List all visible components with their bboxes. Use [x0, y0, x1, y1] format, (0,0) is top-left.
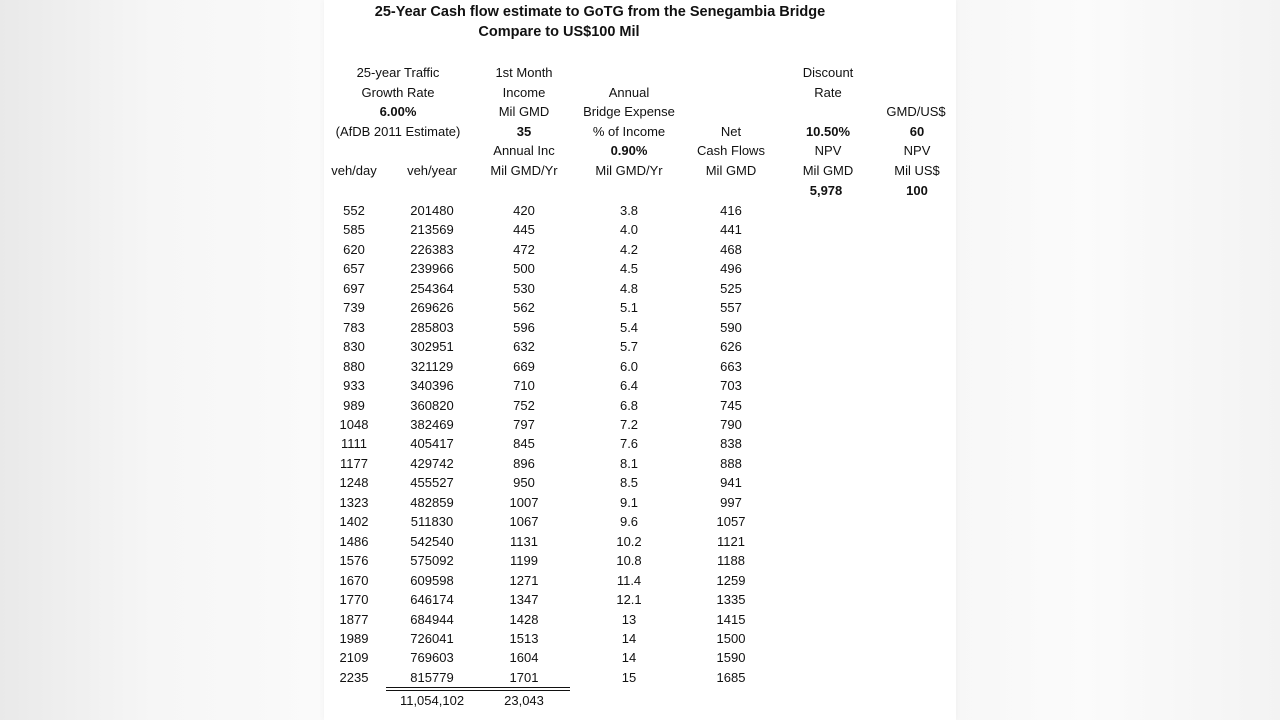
cell-bridge-expense: 9.6 — [619, 514, 639, 530]
cell-veh-year: 360820 — [410, 397, 454, 413]
cell-bridge-expense: 5.4 — [619, 319, 639, 335]
total-rule-top — [386, 687, 570, 688]
document-page — [324, 0, 956, 720]
unit-veh-year: veh/year — [407, 163, 457, 178]
title-line-1: 25-Year Cash flow estimate to GoTG from the Senegambia Bridge — [374, 4, 826, 20]
cell-veh-day: 1486 — [339, 533, 369, 549]
cell-veh-day: 1877 — [339, 611, 369, 627]
net-header-1: Net — [720, 124, 742, 139]
unit-expense: Mil GMD/Yr — [595, 163, 663, 178]
cell-bridge-expense: 12.1 — [616, 592, 642, 607]
cell-annual-income: 445 — [513, 222, 535, 238]
cell-annual-income: 1199 — [510, 553, 538, 569]
cell-net-cash-flow: 1188 — [717, 553, 745, 569]
cell-bridge-expense: 4.8 — [619, 280, 639, 296]
cell-net-cash-flow: 557 — [720, 300, 742, 316]
fx-rate: 60 — [909, 124, 925, 139]
cell-net-cash-flow: 496 — [720, 261, 742, 277]
title-line-2: Compare to US$100 Mil — [478, 24, 640, 40]
income-header-1: 1st Month — [495, 65, 553, 80]
cell-veh-day: 1402 — [339, 514, 369, 530]
expense-header-3: % of Income — [592, 124, 666, 139]
cell-veh-day: 552 — [343, 203, 365, 218]
cell-veh-day: 1177 — [340, 455, 368, 471]
cell-annual-income: 845 — [513, 436, 535, 452]
cell-veh-year: 609598 — [410, 572, 454, 588]
cell-bridge-expense: 6.4 — [619, 378, 639, 393]
cell-net-cash-flow: 626 — [720, 339, 742, 355]
cell-veh-day: 880 — [343, 358, 365, 374]
cell-bridge-expense: 10.2 — [616, 533, 642, 549]
cell-annual-income: 710 — [513, 378, 535, 393]
cell-annual-income: 752 — [513, 397, 535, 413]
cell-bridge-expense: 6.8 — [619, 397, 639, 413]
cell-veh-year: 429742 — [410, 455, 454, 471]
cell-net-cash-flow: 790 — [720, 416, 742, 432]
cell-net-cash-flow: 590 — [720, 319, 742, 335]
cell-veh-day: 585 — [343, 222, 365, 238]
cell-net-cash-flow: 838 — [720, 436, 742, 452]
cell-net-cash-flow: 441 — [720, 222, 742, 238]
background-right — [956, 0, 1280, 720]
cell-veh-year: 226383 — [410, 241, 454, 257]
traffic-growth-rate: 6.00% — [379, 104, 417, 119]
cell-veh-year: 575092 — [410, 553, 454, 569]
cell-net-cash-flow: 745 — [720, 397, 742, 413]
cell-net-cash-flow: 1057 — [716, 514, 746, 530]
income-header-2: Income — [502, 85, 546, 100]
cell-annual-income: 896 — [513, 455, 535, 471]
cell-veh-day: 1248 — [339, 475, 369, 491]
unit-net: Mil GMD — [705, 163, 757, 178]
traffic-header-2: Growth Rate — [361, 85, 435, 100]
cell-annual-income: 1701 — [509, 669, 539, 685]
cell-annual-income: 1131 — [510, 533, 538, 549]
cell-annual-income: 1347 — [509, 592, 539, 607]
cell-veh-year: 254364 — [410, 280, 454, 296]
net-header-2: Cash Flows — [697, 143, 765, 158]
cell-veh-year: 321129 — [410, 358, 454, 374]
cell-net-cash-flow: 416 — [720, 203, 742, 218]
cell-bridge-expense: 6.0 — [619, 358, 639, 374]
cell-veh-day: 1323 — [339, 494, 369, 510]
cell-veh-day: 739 — [343, 300, 365, 316]
cell-net-cash-flow: 663 — [720, 358, 742, 374]
discount-header-1: Discount — [802, 65, 854, 80]
cell-annual-income: 1271 — [509, 572, 539, 588]
cell-veh-year: 269626 — [410, 300, 454, 316]
cell-net-cash-flow: 997 — [720, 494, 742, 510]
cell-net-cash-flow: 941 — [720, 475, 742, 491]
expense-header-2: Bridge Expense — [583, 104, 675, 119]
cell-bridge-expense: 7.6 — [619, 436, 639, 452]
cell-annual-income: 596 — [513, 319, 535, 335]
cell-veh-year: 815779 — [410, 669, 454, 685]
cell-annual-income: 420 — [513, 203, 535, 218]
cell-veh-day: 989 — [343, 397, 365, 413]
cell-veh-day: 1670 — [339, 572, 369, 588]
fx-header: GMD/US$ — [886, 104, 946, 119]
cell-veh-day: 1989 — [339, 630, 369, 646]
cell-veh-year: 213569 — [410, 222, 454, 238]
cell-annual-income: 669 — [513, 358, 535, 374]
cell-veh-day: 1576 — [339, 553, 369, 569]
cell-bridge-expense: 13 — [621, 611, 637, 627]
cell-net-cash-flow: 703 — [720, 378, 742, 393]
cell-bridge-expense: 14 — [621, 630, 637, 646]
cell-bridge-expense: 10.8 — [616, 553, 642, 569]
unit-npv-gmd: Mil GMD — [802, 163, 854, 178]
cell-net-cash-flow: 1590 — [716, 650, 746, 666]
cell-veh-year: 482859 — [410, 494, 454, 510]
cell-veh-day: 830 — [343, 339, 365, 355]
cell-veh-year: 542540 — [410, 533, 454, 549]
cell-net-cash-flow: 1415 — [716, 611, 746, 627]
income-header-4: Annual Inc — [493, 143, 555, 158]
npv-gmd-header: NPV — [814, 143, 842, 158]
cell-bridge-expense: 15 — [621, 669, 637, 685]
cell-veh-year: 239966 — [410, 261, 454, 277]
cell-veh-day: 2235 — [339, 669, 369, 685]
cell-veh-day: 1048 — [339, 416, 369, 432]
cell-veh-day: 1111 — [340, 436, 368, 452]
cell-veh-day: 697 — [343, 280, 365, 296]
cell-veh-year: 769603 — [410, 650, 454, 666]
npv-usd-value: 100 — [906, 183, 928, 198]
cell-veh-day: 1770 — [339, 592, 369, 607]
discount-header-2: Rate — [814, 85, 842, 100]
cell-net-cash-flow: 888 — [720, 455, 742, 471]
cell-net-cash-flow: 468 — [720, 241, 742, 257]
cell-bridge-expense: 8.1 — [619, 455, 639, 471]
total-rule-bottom — [386, 690, 570, 691]
cell-veh-year: 302951 — [410, 339, 454, 355]
cell-net-cash-flow: 1121 — [717, 533, 745, 549]
expense-header-1: Annual — [608, 85, 650, 100]
cell-annual-income: 950 — [513, 475, 535, 491]
cell-annual-income: 530 — [513, 280, 535, 296]
npv-usd-header: NPV — [903, 143, 931, 158]
total-veh-year: 11,054,102 — [399, 693, 465, 708]
cell-bridge-expense: 7.2 — [619, 416, 639, 432]
cell-annual-income: 632 — [513, 339, 535, 355]
cell-net-cash-flow: 1685 — [716, 669, 746, 685]
cell-annual-income: 1604 — [509, 650, 539, 666]
cell-bridge-expense: 9.1 — [619, 494, 639, 510]
cell-annual-income: 797 — [513, 416, 535, 432]
cell-annual-income: 472 — [513, 241, 535, 257]
cell-bridge-expense: 14 — [621, 650, 637, 666]
cell-veh-year: 405417 — [410, 436, 454, 452]
cell-net-cash-flow: 1259 — [716, 572, 746, 588]
cell-bridge-expense: 5.7 — [619, 339, 639, 355]
traffic-header-1: 25-year Traffic — [356, 65, 440, 80]
cell-veh-year: 201480 — [410, 203, 454, 218]
cell-veh-year: 646174 — [410, 592, 454, 607]
cell-veh-year: 382469 — [410, 416, 454, 432]
cell-annual-income: 1513 — [509, 630, 539, 646]
cell-veh-year: 511830 — [410, 514, 454, 530]
expense-percent: 0.90% — [610, 143, 648, 158]
unit-veh-day: veh/day — [331, 163, 377, 178]
cell-bridge-expense: 11.4 — [616, 572, 642, 588]
cell-net-cash-flow: 1335 — [716, 592, 746, 607]
cell-veh-day: 783 — [343, 319, 365, 335]
cell-veh-year: 684944 — [410, 611, 454, 627]
unit-npv-usd: Mil US$ — [894, 163, 940, 178]
cell-veh-day: 933 — [343, 378, 365, 393]
cell-veh-year: 285803 — [410, 319, 454, 335]
cell-veh-year: 455527 — [410, 475, 454, 491]
cell-net-cash-flow: 525 — [720, 280, 742, 296]
cell-annual-income: 1067 — [509, 514, 539, 530]
cell-annual-income: 500 — [513, 261, 535, 277]
total-income: 23,043 — [504, 693, 544, 708]
cell-annual-income: 562 — [513, 300, 535, 316]
cell-veh-year: 726041 — [410, 630, 454, 646]
cell-annual-income: 1007 — [509, 494, 539, 510]
cell-bridge-expense: 5.1 — [619, 300, 639, 316]
cell-veh-day: 2109 — [339, 650, 369, 666]
npv-gmd-value: 5,978 — [809, 183, 843, 198]
cell-veh-day: 657 — [343, 261, 365, 277]
unit-income: Mil GMD/Yr — [490, 163, 558, 178]
cell-bridge-expense: 3.8 — [619, 203, 639, 218]
cell-bridge-expense: 8.5 — [619, 475, 639, 491]
cell-veh-year: 340396 — [410, 378, 454, 393]
cell-veh-day: 620 — [343, 241, 365, 257]
cell-bridge-expense: 4.0 — [619, 222, 639, 238]
traffic-note: (AfDB 2011 Estimate) — [335, 124, 461, 139]
discount-rate: 10.50% — [805, 124, 851, 139]
income-header-3: Mil GMD — [498, 104, 550, 119]
cell-net-cash-flow: 1500 — [716, 630, 746, 646]
cell-bridge-expense: 4.5 — [619, 261, 639, 277]
cell-bridge-expense: 4.2 — [619, 241, 639, 257]
first-month-income: 35 — [516, 124, 532, 139]
cell-annual-income: 1428 — [509, 611, 539, 627]
